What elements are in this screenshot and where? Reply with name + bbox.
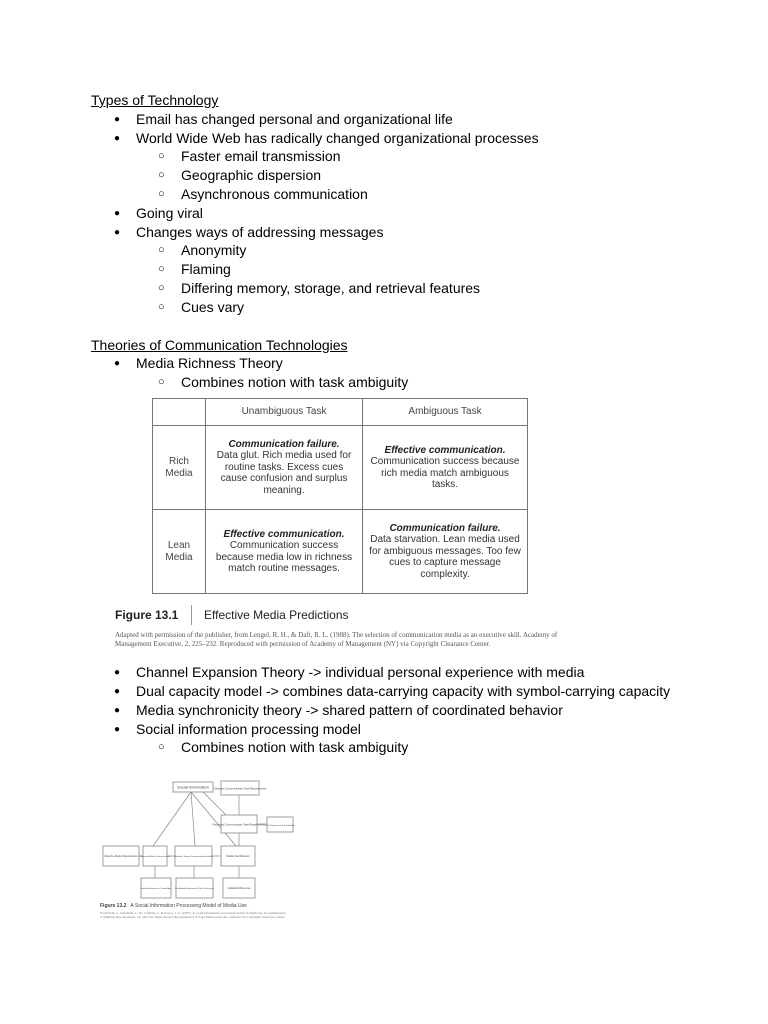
bullet-icon: ● xyxy=(114,358,121,369)
hollow-bullet-icon: ○ xyxy=(158,188,165,200)
svg-text:Social Information: Social Information xyxy=(176,784,210,790)
svg-text:Task Experience & Knowledge: Task Experience & Knowledge xyxy=(265,825,295,827)
sub-bullet-item: ○ Cues vary xyxy=(158,299,245,315)
hollow-bullet-icon: ○ xyxy=(158,263,165,275)
table-corner-cell xyxy=(153,399,206,426)
column-header: Ambiguous Task xyxy=(363,399,528,426)
bullet-icon: ● xyxy=(114,667,121,678)
box-perceived-task-requirements xyxy=(212,815,266,833)
sub-bullet-item: ○ Differing memory, storage, and retrieval features xyxy=(158,280,481,296)
bullet-item: ● Channel Expansion Theory -> individual personal experience with media xyxy=(114,664,585,680)
svg-text:Attitudes Toward Communication: Attitudes Toward Communication Media xyxy=(174,856,213,858)
box-individual-differences xyxy=(223,878,255,898)
bullet-item: ● Changes ways of addressing messages xyxy=(114,224,384,240)
hollow-bullet-icon: ○ xyxy=(158,376,165,388)
svg-text:Perceived Media Characteristic: Perceived Media Characteristics xyxy=(139,856,171,858)
hollow-bullet-icon: ○ xyxy=(158,301,165,313)
bullet-icon: ● xyxy=(114,114,121,125)
cell-body: Communication success because media low in richness match routine messages. xyxy=(215,540,353,574)
section-heading-theories: Theories of Communication Technologies xyxy=(91,337,348,353)
row-header: Rich Media xyxy=(153,426,206,510)
cell-body: Communication success because rich media match ambiguous tasks. xyxy=(370,456,520,490)
figure-title: Effective Media Predictions xyxy=(204,608,349,622)
bullet-item: ● World Wide Web has radically changed organizational processes xyxy=(114,130,539,146)
figure-media-predictions xyxy=(115,393,585,663)
table-cell xyxy=(363,426,528,510)
media-richness-table xyxy=(152,398,528,594)
sub-bullet-item: ○ Geographic dispersion xyxy=(158,167,322,183)
section-heading-types-of-technology: Types of Technology xyxy=(91,92,219,108)
svg-text:Media Experience & Knowledge: Media Experience & Knowledge xyxy=(140,888,172,890)
table-cell xyxy=(206,510,363,594)
svg-text:Objective Communication Task R: Objective Communication Task Requirements xyxy=(213,787,267,791)
figure-number: Figure 13.1 xyxy=(115,608,179,622)
cell-body: Data glut. Rich media used for routine tasks. Excess cues cause confusion and surplus meaning. xyxy=(216,450,352,496)
hollow-bullet-icon: ○ xyxy=(158,169,165,181)
bullet-item: ● Email has changed personal and organizational life xyxy=(114,111,453,127)
sub-bullet-item: ○ Flaming xyxy=(158,261,231,277)
cell-body: Data starvation. Lean media used for ambiguous messages. Too few cues to capture message complexity. xyxy=(369,534,521,580)
connector-line xyxy=(153,792,191,846)
sub-bullet-item: ○ Anonymity xyxy=(158,242,247,258)
figure-caption xyxy=(100,903,247,909)
caption-divider xyxy=(191,605,192,625)
bullet-item: ● Going viral xyxy=(114,205,203,221)
box-social-information xyxy=(173,782,213,792)
sub-bullet-item: ○ Faster email transmission xyxy=(158,148,341,164)
bullet-icon: ● xyxy=(114,227,121,238)
bullet-icon: ● xyxy=(114,133,121,144)
hollow-bullet-icon: ○ xyxy=(158,244,165,256)
box-media-use-behavior xyxy=(221,846,255,866)
svg-text:Perceived Communication Task R: Perceived Communication Task Requirements xyxy=(212,823,266,827)
sub-bullet-item: ○ Asynchronous communication xyxy=(158,186,368,202)
cell-title: Communication failure. xyxy=(228,438,340,450)
social-info-diagram xyxy=(91,762,311,902)
svg-text:Individual Differences: Individual Differences xyxy=(227,887,251,890)
figure-number: Figure 13.2 xyxy=(100,903,127,909)
box-objective-media-characteristics xyxy=(103,846,139,866)
bullet-item: ● Dual capacity model -> combines data-carrying capacity with symbol-carrying capacity xyxy=(114,683,671,699)
row-header: Lean Media xyxy=(153,510,206,594)
connector-line xyxy=(191,792,195,846)
box-objective-task-requirements xyxy=(214,781,267,795)
connector-line xyxy=(203,792,226,815)
box-past-attitude xyxy=(175,878,214,898)
figure-source-note: From Fulk, J., Steinfield, C. W., Schmitz, J., & Power, J. G. (1987). A social information processing model of media use in organizations. Communication Research, 14, 529-552. Reproduced with permission of Sage Publications Inc. Journals via Copyright Clearance Center. xyxy=(100,911,287,920)
hollow-bullet-icon: ○ xyxy=(158,741,165,753)
bullet-icon: ● xyxy=(114,724,121,735)
bullet-icon: ● xyxy=(114,686,121,697)
box-media-experience xyxy=(140,878,172,898)
bullet-item: ● Social information processing model xyxy=(114,721,361,737)
box-task-experience xyxy=(265,817,295,832)
box-attitudes-toward-media xyxy=(174,846,213,866)
figure-social-information-model xyxy=(91,762,311,930)
figure-source-note: Adapted with permission of the publisher, from Lengel, R. H., & Daft, R. L. (1988). The selection of communication media as an executive skill. Academy of Management Executive, 2, 225–232. Reproduced with permission of Academy of Management (NY) via Copyright Clearance Center. xyxy=(115,631,558,648)
hollow-bullet-icon: ○ xyxy=(158,282,165,294)
bullet-icon: ● xyxy=(114,705,121,716)
bullet-item: ● Media Richness Theory xyxy=(114,355,283,371)
sub-bullet-item: ○ Combines notion with task ambiguity xyxy=(158,374,409,390)
svg-text:Past Attitude Statements & Pri: Past Attitude Statements & Prior Use Behavior xyxy=(175,888,214,890)
bullet-item: ● Media synchronicity theory -> shared pattern of coordinated behavior xyxy=(114,702,563,718)
table-cell xyxy=(363,510,528,594)
cell-title: Communication failure. xyxy=(389,522,501,534)
column-header: Unambiguous Task xyxy=(206,399,363,426)
figure-title: A Social Information Processing Model of Media Use xyxy=(130,903,247,909)
cell-title: Effective communication. xyxy=(384,444,506,456)
table-cell xyxy=(206,426,363,510)
svg-text:Media Use Behavior: Media Use Behavior xyxy=(226,855,250,858)
box-perceived-media-characteristics xyxy=(139,846,171,866)
hollow-bullet-icon: ○ xyxy=(158,150,165,162)
cell-title: Effective communication. xyxy=(223,528,345,540)
svg-text:Objective Media Characteristic: Objective Media Characteristics xyxy=(104,855,138,858)
sub-bullet-item: ○ Combines notion with task ambiguity xyxy=(158,739,409,755)
bullet-icon: ● xyxy=(114,208,121,219)
